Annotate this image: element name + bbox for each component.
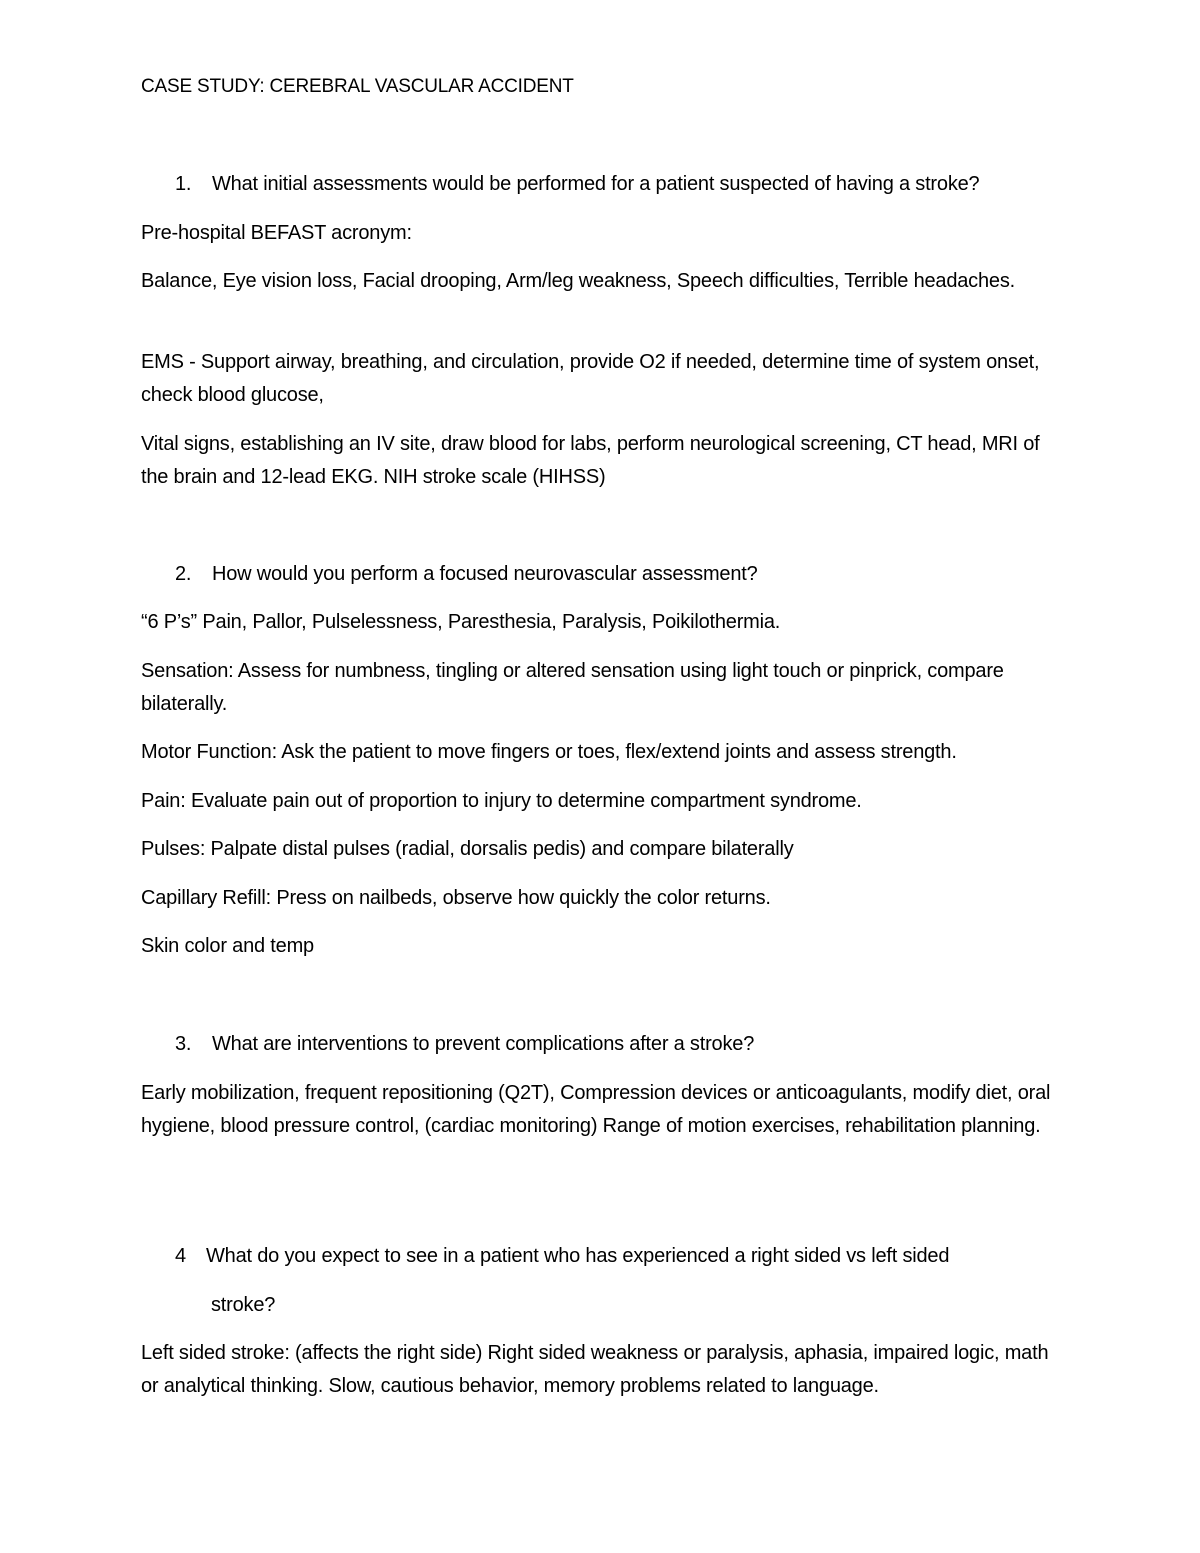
answer-paragraph: Left sided stroke: (affects the right side) Right sided weakness or paralysis, aphasia, impaired logic, math or analytical thinking. Slow, cautious behavior, memory problems related to language.	[141, 1342, 1049, 1397]
answer-paragraph: Pre-hospital BEFAST acronym:	[141, 222, 412, 244]
answer-paragraph: “6 P’s” Pain, Pallor, Pulselessness, Paresthesia, Paralysis, Poikilothermia.	[141, 611, 781, 633]
answer-paragraph: EMS - Support airway, breathing, and circulation, provide O2 if needed, determine time of system onset, check blood glucose,	[141, 351, 1040, 406]
question-number: 4	[175, 1245, 186, 1267]
question-number: 2.	[175, 563, 192, 585]
answer-paragraph: Vital signs, establishing an IV site, draw blood for labs, perform neurological screening, CT head, MRI of the brain and 12-lead EKG. NIH stroke scale (HIHSS)	[141, 433, 1040, 488]
answer-paragraph: Early mobilization, frequent repositioning (Q2T), Compression devices or anticoagulants, modify diet, oral hygiene, blood pressure control, (cardiac monitoring) Range of motion exercises, rehabilitation planning.	[141, 1082, 1051, 1137]
question-4	[175, 1232, 1075, 1281]
question-number: 3.	[175, 1033, 192, 1055]
question-4-continuation: stroke?	[211, 1294, 276, 1316]
question-text: What are interventions to prevent complications after a stroke?	[212, 1033, 755, 1055]
answer-paragraph: Sensation: Assess for numbness, tingling or altered sensation using light touch or pinprick, compare bilaterally.	[141, 660, 1004, 715]
answer-paragraph: Motor Function: Ask the patient to move fingers or toes, flex/extend joints and assess strength.	[141, 741, 957, 763]
question-text: What do you expect to see in a patient who has experienced a right sided vs left sided	[206, 1245, 950, 1267]
question-1	[175, 168, 1075, 201]
answer-paragraph: Pain: Evaluate pain out of proportion to injury to determine compartment syndrome.	[141, 790, 862, 812]
answer-paragraph: Skin color and temp	[141, 935, 314, 957]
answer-paragraph: Balance, Eye vision loss, Facial drooping, Arm/leg weakness, Speech difficulties, Terrible headaches.	[141, 270, 1015, 292]
question-number: 1.	[175, 173, 192, 195]
document-title: CASE STUDY: CEREBRAL VASCULAR ACCIDENT	[141, 76, 574, 97]
question-text: How would you perform a focused neurovascular assessment?	[212, 563, 758, 585]
answer-paragraph: Pulses: Palpate distal pulses (radial, dorsalis pedis) and compare bilaterally	[141, 838, 794, 860]
answer-paragraph: Capillary Refill: Press on nailbeds, observe how quickly the color returns.	[141, 887, 771, 909]
question-2	[175, 558, 1075, 591]
question-text: What initial assessments would be performed for a patient suspected of having a stroke?	[212, 173, 980, 195]
question-3	[175, 1028, 1075, 1061]
